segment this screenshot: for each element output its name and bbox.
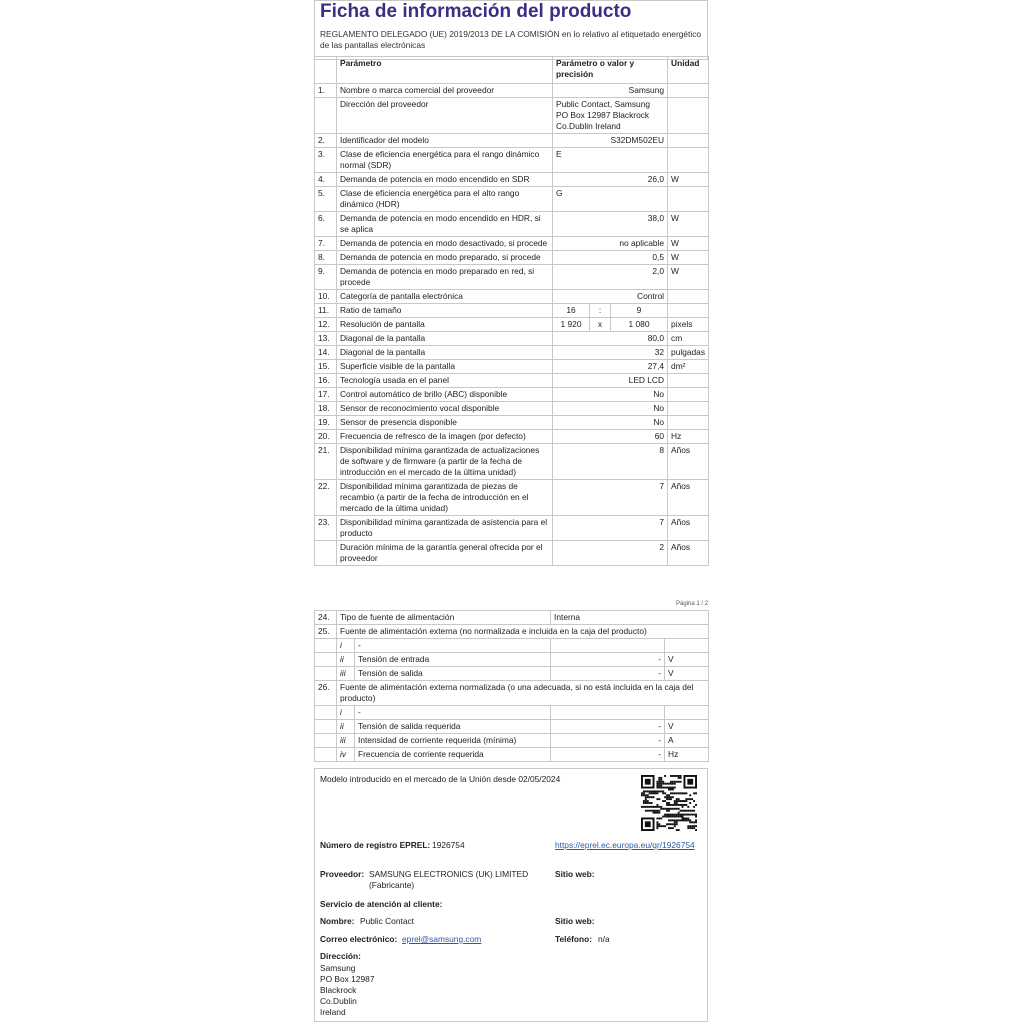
sub-unit: V: [665, 653, 709, 667]
row-value: S32DM502EU: [553, 134, 668, 148]
eprel-label: Número de registro EPREL:: [320, 840, 431, 850]
row-number: 4.: [315, 173, 337, 187]
sub-parameter: Tensión de salida requerida: [355, 720, 551, 734]
power-row: [315, 611, 709, 625]
row-number: 17.: [315, 388, 337, 402]
row-unit: [668, 148, 709, 173]
supplier-name: SAMSUNG ELECTRONICS (UK) LIMITED (Fabricante): [369, 869, 529, 890]
row-value: No: [553, 388, 668, 402]
sub-index: iii: [337, 734, 355, 748]
sub-index: i: [337, 706, 355, 720]
row-value: 80,0: [553, 332, 668, 346]
table-row: [315, 265, 709, 290]
row-parameter: Demanda de potencia en modo encendido en HDR, si se aplica: [337, 212, 553, 237]
row-separator: x: [590, 318, 611, 332]
row-parameter: Disponibilidad mínima garantizada de piezas de recambio (a partir de la fecha de introducción en el mercado de la última unidad): [337, 480, 553, 516]
row-value: No: [553, 416, 668, 430]
row-value: 7: [553, 480, 668, 516]
table-row: [315, 541, 709, 566]
name-value: Public Contact: [360, 916, 414, 926]
sub-index: iv: [337, 748, 355, 762]
sub-unit: V: [665, 667, 709, 681]
regulation-text: REGLAMENTO DELEGADO (UE) 2019/2013 DE LA COMISIÓN en lo relativo al etiquetado energético de las pantallas electrónicas: [320, 29, 702, 50]
row-value: 8: [553, 444, 668, 480]
table-row: [315, 173, 709, 187]
table-row: [315, 134, 709, 148]
table-row: [315, 251, 709, 265]
row-value-a: 16: [553, 304, 590, 318]
row-parameter: Sensor de presencia disponible: [337, 416, 553, 430]
row-parameter: Diagonal de la pantalla: [337, 332, 553, 346]
power-row: [315, 748, 709, 762]
row-value: 60: [553, 430, 668, 444]
row-value: E: [553, 148, 668, 173]
header-param: Parámetro: [337, 57, 553, 84]
row-value: Public Contact, Samsung PO Box 12987 Blackrock Co.Dublin Ireland: [553, 98, 668, 134]
row-number: 22.: [315, 480, 337, 516]
table-row: [315, 84, 709, 98]
row-parameter: Disponibilidad mínima garantizada de asistencia para el producto: [337, 516, 553, 541]
table-row: [315, 98, 709, 134]
row-unit: W: [668, 212, 709, 237]
row-parameter: Identificador del modelo: [337, 134, 553, 148]
row-number: 21.: [315, 444, 337, 480]
row-number: 1.: [315, 84, 337, 98]
sub-value: -: [551, 667, 665, 681]
row-number: 26.: [315, 681, 337, 706]
power-row: [315, 734, 709, 748]
row-number: 8.: [315, 251, 337, 265]
row-value: No: [553, 402, 668, 416]
row-value: no aplicable: [553, 237, 668, 251]
sub-parameter: -: [355, 639, 551, 653]
table-row: [315, 346, 709, 360]
header-unit: Unidad: [668, 57, 709, 84]
table-row: [315, 388, 709, 402]
power-row: [315, 681, 709, 706]
row-unit: [668, 416, 709, 430]
sub-value: -: [551, 720, 665, 734]
sub-value: -: [551, 653, 665, 667]
sub-unit: Hz: [665, 748, 709, 762]
table-row: [315, 416, 709, 430]
row-unit: W: [668, 251, 709, 265]
row-parameter: Sensor de reconocimiento vocal disponible: [337, 402, 553, 416]
row-unit: Años: [668, 444, 709, 480]
address-block: [320, 963, 374, 1018]
row-parameter: Nombre o marca comercial del proveedor: [337, 84, 553, 98]
sub-unit: A: [665, 734, 709, 748]
row-number: 5.: [315, 187, 337, 212]
parameter-table: [314, 56, 709, 566]
row-number: 16.: [315, 374, 337, 388]
sub-value: [551, 639, 665, 653]
address-line: Co.Dublin: [320, 996, 357, 1006]
row-number: [315, 541, 337, 566]
row-value: 27,4: [553, 360, 668, 374]
row-unit: Años: [668, 516, 709, 541]
sub-index: ii: [337, 653, 355, 667]
table-row: [315, 360, 709, 374]
header-number-cell: [315, 57, 337, 84]
row-value: 2: [553, 541, 668, 566]
sub-unit: V: [665, 720, 709, 734]
row-number: 10.: [315, 290, 337, 304]
row-parameter: Categoría de pantalla electrónica: [337, 290, 553, 304]
table-header-row: [315, 57, 709, 84]
address-line: Blackrock: [320, 985, 357, 995]
row-value: 2,0: [553, 265, 668, 290]
row-parameter: Clase de eficiencia energética para el rango dinámico normal (SDR): [337, 148, 553, 173]
row-parameter: Superficie visible de la pantalla: [337, 360, 553, 374]
power-supply-table: [314, 610, 709, 762]
row-unit: W: [668, 237, 709, 251]
name-label: Nombre:: [320, 916, 355, 926]
row-value-b: 9: [611, 304, 668, 318]
address-line: PO Box 12987: [320, 974, 375, 984]
sub-unit: [665, 639, 709, 653]
table-row: [315, 318, 709, 332]
row-parameter: Demanda de potencia en modo encendido en SDR: [337, 173, 553, 187]
row-number: 19.: [315, 416, 337, 430]
sub-index: ii: [337, 720, 355, 734]
row-unit: pulgadas: [668, 346, 709, 360]
table-row: [315, 480, 709, 516]
header-value: Parámetro o valor y precisión: [553, 57, 668, 84]
row-unit: [668, 134, 709, 148]
page-title: Ficha de información del producto: [320, 1, 632, 22]
supplier-website-label: Sitio web:: [555, 869, 595, 879]
sheet-header: [314, 0, 708, 60]
row-unit: pixels: [668, 318, 709, 332]
row-unit: [668, 374, 709, 388]
row-unit: [668, 304, 709, 318]
row-unit: dm²: [668, 360, 709, 374]
row-unit: Años: [668, 541, 709, 566]
row-parameter: Tipo de fuente de alimentación: [337, 611, 551, 625]
table-row: [315, 148, 709, 173]
row-number: 9.: [315, 265, 337, 290]
supplier-label: Proveedor:: [320, 869, 365, 879]
table-row: [315, 516, 709, 541]
eprel-number: 1926754: [432, 840, 465, 850]
email-link[interactable]: eprel@samsung.com: [402, 934, 482, 944]
row-parameter: Diagonal de la pantalla: [337, 346, 553, 360]
row-parameter: Fuente de alimentación externa (no normalizada e incluida en la caja del producto): [337, 625, 709, 639]
row-unit: W: [668, 173, 709, 187]
page-number: Página 1 / 2: [676, 601, 709, 607]
eprel-link[interactable]: https://eprel.ec.europa.eu/qr/1926754: [555, 840, 695, 850]
sub-parameter: Frecuencia de corriente requerida: [355, 748, 551, 762]
row-number: 12.: [315, 318, 337, 332]
sub-parameter: -: [355, 706, 551, 720]
row-number: 24.: [315, 611, 337, 625]
qr-code-icon[interactable]: [641, 775, 697, 831]
row-number: 13.: [315, 332, 337, 346]
power-row: [315, 720, 709, 734]
row-value: Samsung: [553, 84, 668, 98]
row-value: 0,5: [553, 251, 668, 265]
row-value: Interna: [551, 611, 709, 625]
row-value: 38,0: [553, 212, 668, 237]
row-value-b: 1 080: [611, 318, 668, 332]
table-row: [315, 290, 709, 304]
address-line: Ireland: [320, 1007, 346, 1017]
table-row: [315, 402, 709, 416]
sub-value: -: [551, 748, 665, 762]
row-number: 3.: [315, 148, 337, 173]
sub-value: [551, 706, 665, 720]
row-number: 7.: [315, 237, 337, 251]
row-separator: :: [590, 304, 611, 318]
table-row: [315, 444, 709, 480]
phone-value: n/a: [598, 934, 610, 944]
row-parameter: Frecuencia de refresco de la imagen (por defecto): [337, 430, 553, 444]
service-label: Servicio de atención al cliente:: [320, 899, 443, 909]
table-row: [315, 430, 709, 444]
power-row: [315, 625, 709, 639]
row-parameter: Demanda de potencia en modo preparado en red, si procede: [337, 265, 553, 290]
market-date: Modelo introducido en el mercado de la Unión desde 02/05/2024: [320, 774, 561, 784]
sub-index: i: [337, 639, 355, 653]
power-row: [315, 706, 709, 720]
row-value-a: 1 920: [553, 318, 590, 332]
row-value: Control: [553, 290, 668, 304]
row-parameter: Demanda de potencia en modo desactivado, si procede: [337, 237, 553, 251]
service-website-label: Sitio web:: [555, 916, 595, 926]
row-value: 26,0: [553, 173, 668, 187]
phone-label: Teléfono:: [555, 934, 593, 944]
row-value: G: [553, 187, 668, 212]
row-parameter: Ratio de tamaño: [337, 304, 553, 318]
row-number: 25.: [315, 625, 337, 639]
power-row: [315, 653, 709, 667]
row-unit: W: [668, 265, 709, 290]
row-number: 23.: [315, 516, 337, 541]
row-parameter: Dirección del proveedor: [337, 98, 553, 134]
row-number: 2.: [315, 134, 337, 148]
sub-unit: [665, 706, 709, 720]
row-number: 6.: [315, 212, 337, 237]
address-line: Samsung: [320, 963, 356, 973]
sub-parameter: Tensión de salida: [355, 667, 551, 681]
row-parameter: Control automático de brillo (ABC) disponible: [337, 388, 553, 402]
sub-value: -: [551, 734, 665, 748]
row-unit: [668, 84, 709, 98]
row-unit: [668, 290, 709, 304]
row-unit: [668, 402, 709, 416]
address-label: Dirección:: [320, 951, 361, 961]
row-parameter: Duración mínima de la garantía general ofrecida por el proveedor: [337, 541, 553, 566]
row-unit: Años: [668, 480, 709, 516]
row-unit: [668, 388, 709, 402]
table-row: [315, 304, 709, 318]
row-number: 18.: [315, 402, 337, 416]
row-parameter: Clase de eficiencia energética para el alto rango dinámico (HDR): [337, 187, 553, 212]
table-row: [315, 374, 709, 388]
row-unit: cm: [668, 332, 709, 346]
row-parameter: Tecnología usada en el panel: [337, 374, 553, 388]
row-number: 20.: [315, 430, 337, 444]
row-parameter: Demanda de potencia en modo preparado, si procede: [337, 251, 553, 265]
power-row: [315, 639, 709, 653]
row-unit: [668, 98, 709, 134]
row-parameter: Disponibilidad mínima garantizada de actualizaciones de software y de firmware (a partir de la fecha de introducción en el mercado de la última unidad): [337, 444, 553, 480]
supplier-info-box: [314, 768, 708, 1022]
power-row: [315, 667, 709, 681]
sub-parameter: Tensión de entrada: [355, 653, 551, 667]
row-number: 14.: [315, 346, 337, 360]
email-label: Correo electrónico:: [320, 934, 398, 944]
sub-parameter: Intensidad de corriente requerida (mínima): [355, 734, 551, 748]
table-row: [315, 332, 709, 346]
row-unit: Hz: [668, 430, 709, 444]
table-row: [315, 187, 709, 212]
row-number: [315, 98, 337, 134]
row-value: 7: [553, 516, 668, 541]
table-row: [315, 212, 709, 237]
row-value: 32: [553, 346, 668, 360]
row-value: LED LCD: [553, 374, 668, 388]
row-number: 11.: [315, 304, 337, 318]
sub-index: iii: [337, 667, 355, 681]
row-parameter: Resolución de pantalla: [337, 318, 553, 332]
row-number: 15.: [315, 360, 337, 374]
row-unit: [668, 187, 709, 212]
row-parameter: Fuente de alimentación externa normalizada (o una adecuada, si no está incluida en la caja del producto): [337, 681, 709, 706]
table-row: [315, 237, 709, 251]
